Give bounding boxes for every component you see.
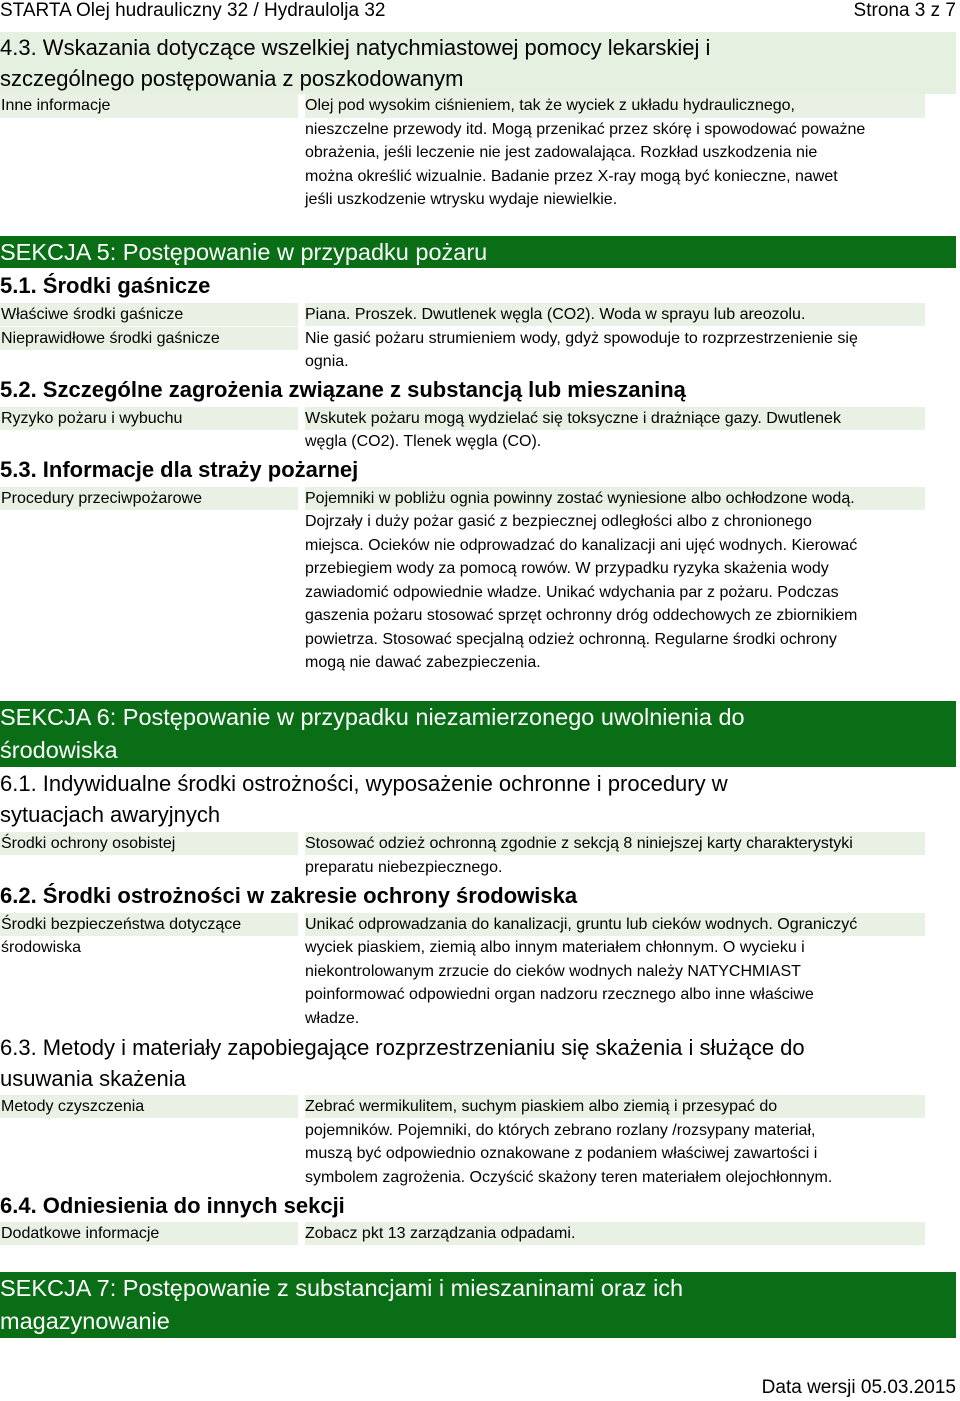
section-6-header-line2: środowiska [0,737,118,763]
subsection-6-4-title: 6.4. Odniesienia do innych sekcji [0,1190,956,1220]
subsection-4-3-title-line1: 4.3. Wskazania dotyczące wszelkiej natychmiastowej pomocy lekarskiej i [0,35,711,60]
section-6-header [0,701,956,767]
page-number: Strona 3 z 7 [853,0,956,21]
cleanup-line-0: Zebrać wermikulitem, suchym piaskiem albo ziemią i przesypać do [305,1095,925,1118]
subsection-6-3-title-line1: 6.3. Metody i materiały zapobiegające rozprzestrzenianiu się skażenia i służące do [0,1035,805,1060]
other-info-line-1: nieszczelne przewody itd. Mogą przenikać przez skórę i spowodować poważne [305,121,866,138]
other-info-line-2: obrażenia, jeśli leczenie nie jest zadowalająca. Rozkład uszkodzenia nie [305,144,818,161]
env-precautions-line-1: wyciek piaskiem, ziemią albo innym materiałem chłonnym. O wycieku i [305,939,805,956]
firefighting-line-7: mogą nie dawać zabezpieczenia. [305,654,541,671]
subsection-6-1-title-line1: 6.1. Indywidualne środki ostrożności, wyposażenie ochronne i procedury w [0,771,728,796]
cleanup-label: Metody czyszczenia [0,1095,298,1118]
section-7-header-line2: magazynowanie [0,1308,170,1334]
fire-risk-line-1: węgla (CO2). Tlenek węgla (CO). [305,433,542,450]
subsection-5-3-title: 5.3. Informacje dla straży pożarnej [0,454,956,484]
env-precautions-line-4: władze. [305,1010,360,1027]
subsection-5-2-title: 5.2. Szczególne zagrożenia związane z substancją lub mieszaniną [0,374,956,404]
suitable-media-label: Właściwe środki gaśnicze [0,303,298,326]
firefighting-line-1: Dojrzały i duży pożar gasić z bezpiecznej odległości albo z chronionego [305,513,812,530]
other-info-label: Inne informacje [0,94,298,118]
firefighting-line-0: Pojemniki w pobliżu ognia powinny zostać wyniesione albo ochłodzone wodą. [305,487,925,510]
subsection-4-3-title-line2: szczególnego postępowania z poszkodowanym [0,66,464,91]
env-precautions-label-line1: Środki bezpieczeństwa dotyczące [0,913,298,936]
section-7-header-line1: SEKCJA 7: Postępowanie z substancjami i mieszaninami oraz ich [0,1275,684,1301]
version-date: Data wersji 05.03.2015 [761,1377,956,1398]
firefighting-line-2: miejsca. Ocieków nie odprowadzać do kanalizacji ani ujęć wodnych. Kierować [305,537,858,554]
cleanup-line-1: pojemników. Pojemniki, do których zebrano rozlany /rozsypany materiał, [305,1122,816,1139]
additional-info-value: Zobacz pkt 13 zarządzania odpadami. [305,1222,925,1245]
product-name: STARTA Olej hudrauliczny 32 / Hydraulolja 32 [0,0,386,21]
subsection-6-3-title-line2: usuwania skażenia [0,1066,186,1091]
env-precautions-line-2: niekontrolowanym zrzucie do cieków wodnych należy NATYCHMIAST [305,963,801,980]
subsection-6-1-title-line2: sytuacjach awaryjnych [0,802,221,827]
firefighting-line-6: powietrza. Stosować specjalną odzież ochronną. Regularne środki ochrony [305,631,837,648]
fire-risk-line-0: Wskutek pożaru mogą wydzielać się toksyczne i drażniące gazy. Dwutlenek [305,407,925,430]
subsection-6-1-title [0,768,956,830]
unsuitable-media-line-0: Nie gasić pożaru strumieniem wody, gdyż spowoduje to rozprzestrzenienie się [305,330,858,347]
suitable-media-value: Piana. Proszek. Dwutlenek węgla (CO2). Woda w sprayu lub areozolu. [305,303,925,326]
env-precautions-label-line2: środowiska [1,939,82,956]
section-5-header: SEKCJA 5: Postępowanie w przypadku pożaru [0,236,956,268]
subsection-5-1-title: 5.1. Środki gaśnicze [0,270,956,300]
subsection-4-3-title [0,32,956,94]
subsection-6-2-title: 6.2. Środki ostrożności w zakresie ochrony środowiska [0,880,956,910]
section-6-header-line1: SEKCJA 6: Postępowanie w przypadku niezamierzonego uwolnienia do [0,704,745,730]
env-precautions-line-0: Unikać odprowadzania do kanalizacji, gruntu lub cieków wodnych. Ograniczyć [305,913,925,936]
firefighting-line-3: przebiegiem wody za pomocą rowów. W przypadku ryzyka skażenia wody [305,560,829,577]
unsuitable-media-line-1: ognia. [305,353,349,370]
ppe-line-0: Stosować odzież ochronną zgodnie z sekcją 8 niniejszej karty charakterystyki [305,832,925,855]
cleanup-line-2: muszą być odpowiednio oznakowane z podaniem właściwej zawartości i [305,1145,818,1162]
unsuitable-media-label: Nieprawidłowe środki gaśnicze [0,327,298,350]
other-info-line-3: można określić wizualnie. Badanie przez X-ray mogą być konieczne, nawet [305,168,838,185]
subsection-6-3-title [0,1032,956,1094]
ppe-label: Środki ochrony osobistej [0,832,298,855]
section-7-header [0,1272,956,1338]
other-info-line-0: Olej pod wysokim ciśnieniem, tak że wyciek z układu hydraulicznego, [305,94,925,118]
firefighting-label: Procedury przeciwpożarowe [0,487,298,510]
page-header [0,0,960,22]
ppe-line-1: preparatu niebezpiecznego. [305,859,503,876]
other-info-line-4: jeśli uszkodzenie wtrysku wydaje niewielkie. [305,191,618,208]
fire-risk-label: Ryzyko pożaru i wybuchu [0,407,298,430]
env-precautions-line-3: poinformować odpowiedni organ nadzoru rzecznego albo inne właściwe [305,986,814,1003]
additional-info-label: Dodatkowe informacje [0,1222,298,1245]
firefighting-line-5: gaszenia pożaru stosować sprzęt ochronny dróg oddechowych ze zbiornikiem [305,607,858,624]
cleanup-line-3: symbolem zagrożenia. Oczyścić skażony teren materiałem olejochłonnym. [305,1169,833,1186]
firefighting-line-4: zawiadomić odpowiednie władze. Unikać wdychania par z pożaru. Podczas [305,584,839,601]
